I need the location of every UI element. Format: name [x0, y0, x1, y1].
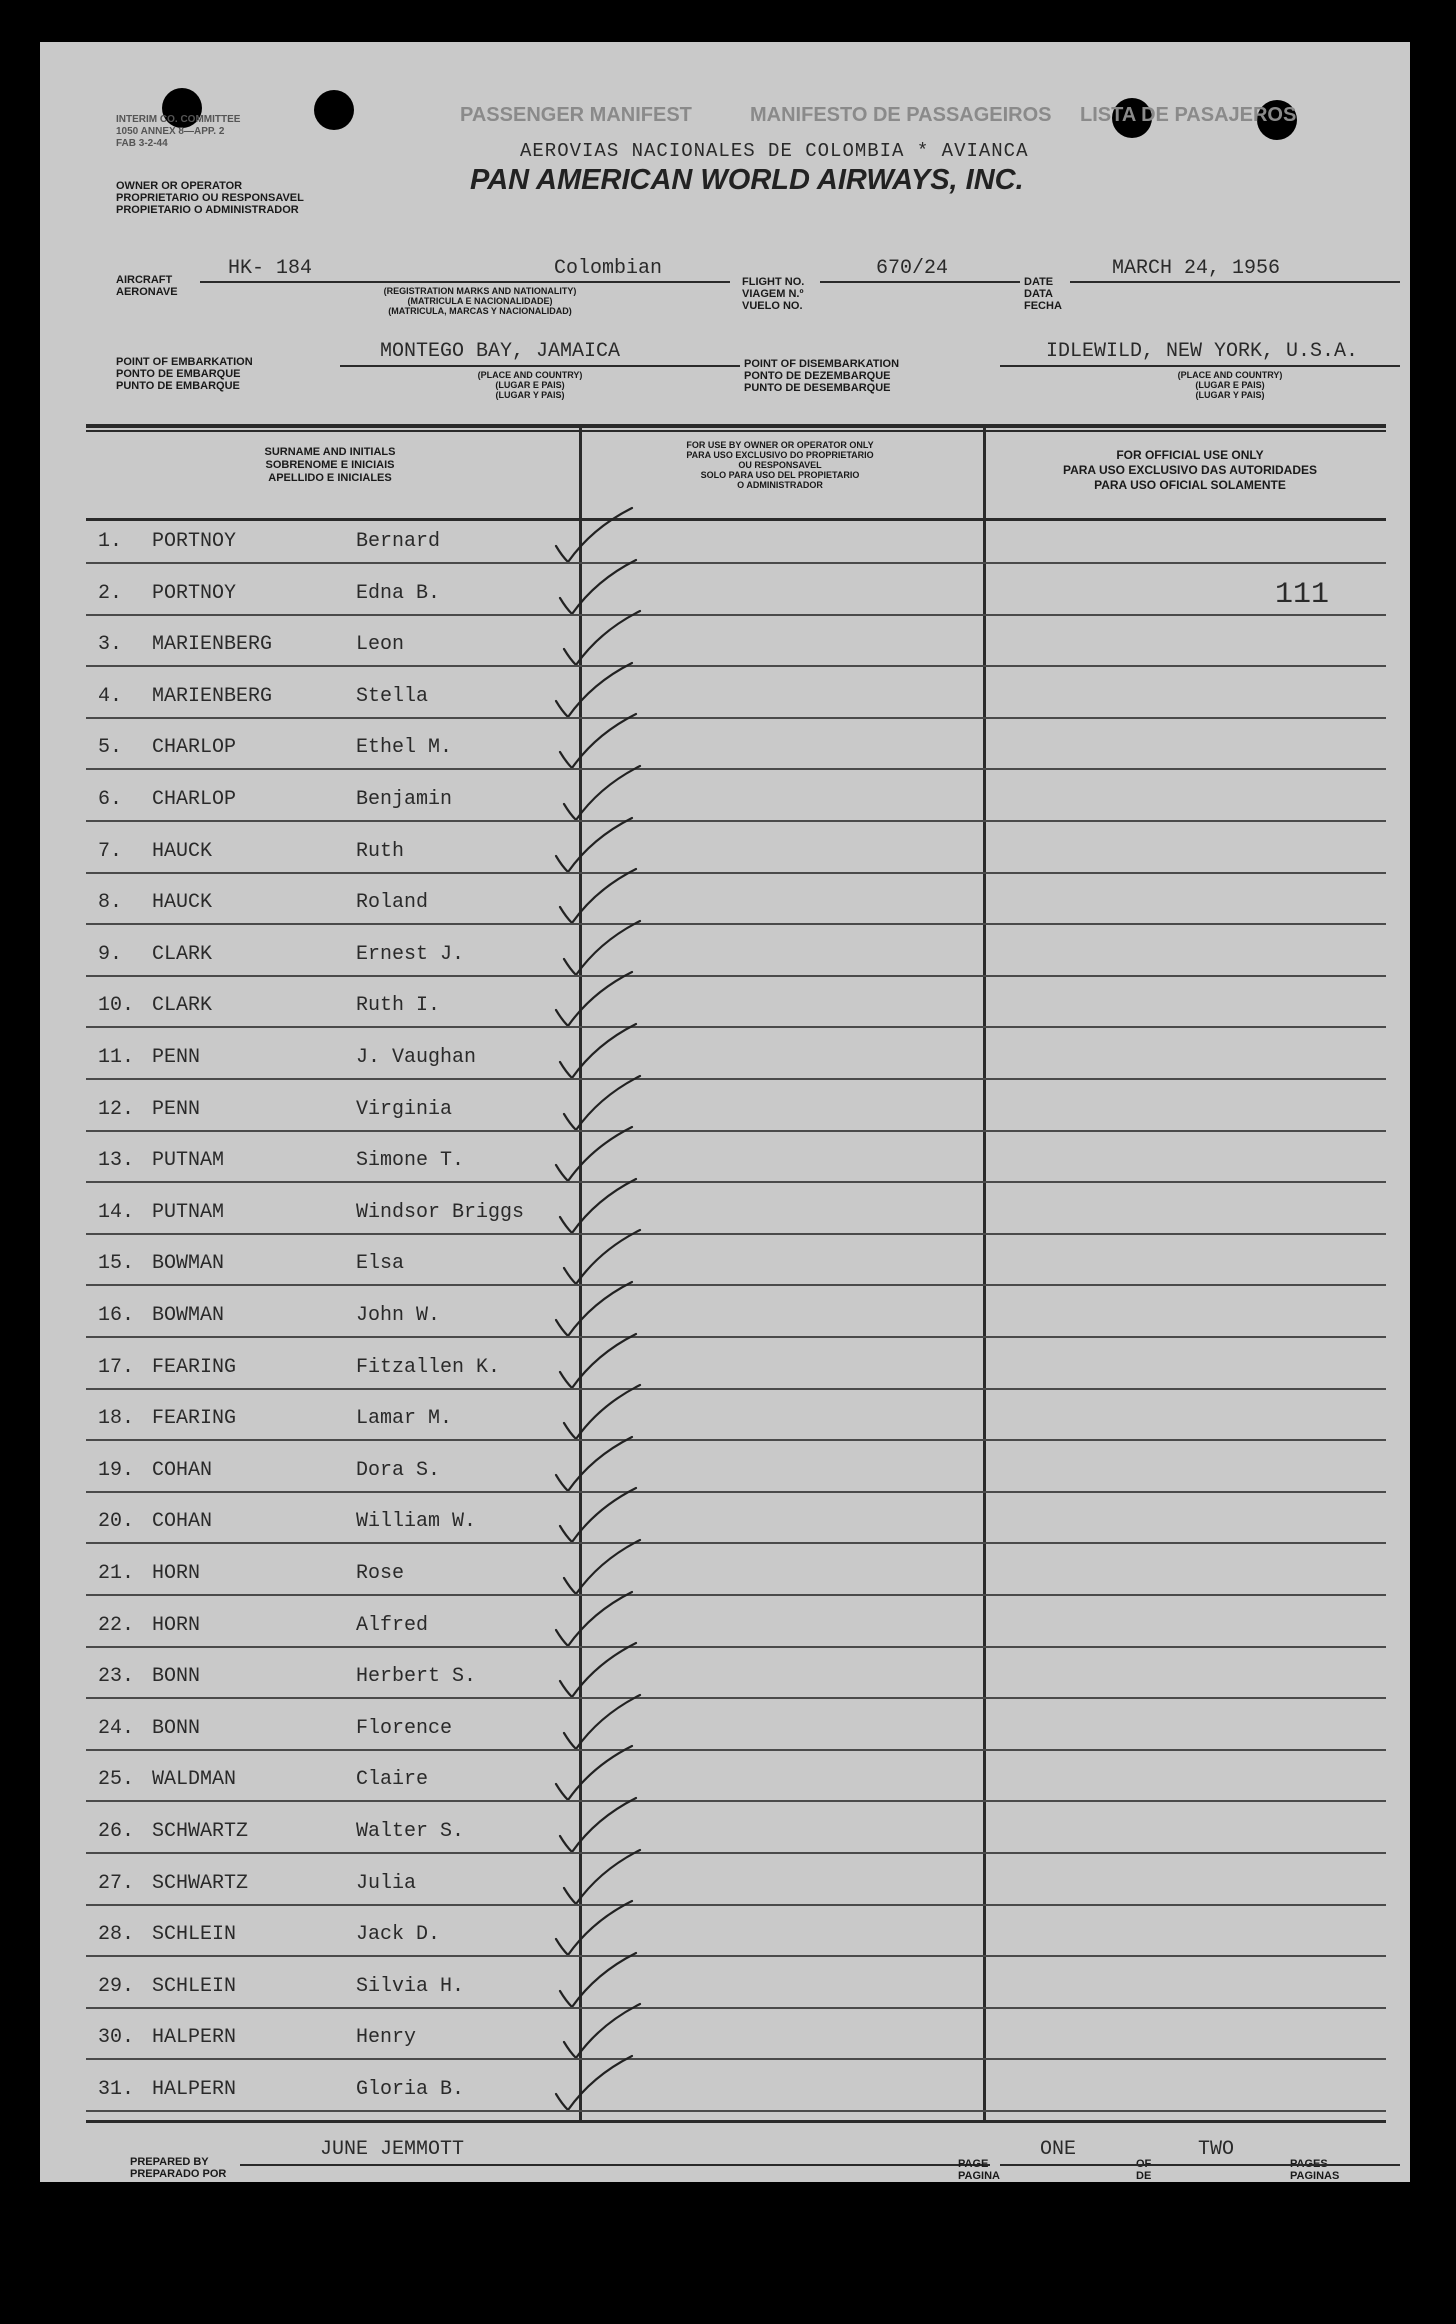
header-line: FOR OFFICIAL USE ONLY — [1116, 448, 1264, 462]
label-line: DATA — [1024, 288, 1053, 300]
passenger-surname: BOWMAN — [152, 1252, 225, 1275]
row-number: 9. — [98, 943, 123, 966]
label-line: PONTO DE DEZEMBARQUE — [744, 370, 891, 382]
label-line: AIRCRAFT — [116, 274, 173, 286]
row-rule — [86, 2110, 1386, 2112]
page-label — [958, 2158, 1000, 2182]
passenger-given-name: Walter S. — [356, 1820, 465, 1843]
passenger-surname: PORTNOY — [152, 530, 237, 553]
row-number: 4. — [98, 685, 123, 708]
label-line: POINT OF DISEMBARKATION — [744, 358, 900, 370]
label-line: PREPARADO POR — [130, 2168, 227, 2180]
passenger-given-name: Bernard — [356, 530, 441, 553]
row-number: 30. — [98, 2026, 135, 2049]
row-number: 22. — [98, 1614, 135, 1637]
row-rule — [86, 1697, 1386, 1699]
header-line: SURNAME AND INITIALS — [264, 446, 396, 458]
column-divider — [983, 428, 986, 2120]
passenger-surname: HAUCK — [152, 840, 213, 863]
airline-line: AEROVIAS NACIONALES DE COLOMBIA * AVIANCA — [520, 140, 1029, 162]
flight-label — [742, 276, 804, 312]
label-line: DE — [1136, 2170, 1152, 2182]
header-line: PARA USO EXCLUSIVO DO PROPRIETARIO — [686, 450, 874, 460]
passenger-given-name: John W. — [356, 1304, 441, 1327]
label-line: FECHA — [1024, 300, 1062, 312]
label-line: PREPARED BY — [130, 2156, 209, 2168]
header-line: O ADMINISTRADOR — [737, 480, 823, 490]
row-rule — [86, 1388, 1386, 1390]
row-number: 24. — [98, 1717, 135, 1740]
passenger-given-name: Edna B. — [356, 582, 441, 605]
header-line: PARA USO EXCLUSIVO DAS AUTORIDADES — [1062, 463, 1318, 477]
form-ref-line: INTERIM CO. COMMITTEE — [116, 114, 241, 125]
divider — [820, 281, 1020, 283]
passenger-given-name: Simone T. — [356, 1149, 465, 1172]
passenger-surname: CLARK — [152, 943, 213, 966]
passenger-given-name: Ernest J. — [356, 943, 465, 966]
passenger-given-name: Julia — [356, 1872, 417, 1895]
manifest-sheet — [40, 42, 1410, 2182]
row-number: 21. — [98, 1562, 135, 1585]
label-line: PROPRIETARIO OU RESPONSAVEL — [116, 192, 304, 204]
row-rule — [86, 872, 1386, 874]
caption-line: (LUGAR Y PAIS) — [1195, 390, 1265, 400]
passenger-given-name: Elsa — [356, 1252, 405, 1275]
passenger-surname: HALPERN — [152, 2078, 237, 2101]
row-number: 15. — [98, 1252, 135, 1275]
label-line: AERONAVE — [116, 286, 178, 298]
passenger-surname: CHARLOP — [152, 736, 237, 759]
row-rule — [86, 975, 1386, 977]
passenger-surname: BONN — [152, 1665, 201, 1688]
header-line: OU RESPONSAVEL — [738, 460, 822, 470]
embarkation-point: MONTEGO BAY, JAMAICA — [380, 340, 621, 363]
row-number: 28. — [98, 1923, 135, 1946]
row-number: 7. — [98, 840, 123, 863]
date-label — [1024, 276, 1062, 312]
passenger-surname: CHARLOP — [152, 788, 237, 811]
form-ref-line: 1050 ANNEX 8—APP. 2 — [116, 126, 225, 137]
row-rule — [86, 2058, 1386, 2060]
row-rule — [86, 562, 1386, 564]
passenger-surname: HALPERN — [152, 2026, 237, 2049]
passenger-surname: WALDMAN — [152, 1768, 237, 1791]
caption-line: (LUGAR Y PAIS) — [495, 390, 565, 400]
passenger-given-name: Leon — [356, 633, 405, 656]
row-rule — [86, 614, 1386, 616]
embarkation-label — [116, 356, 253, 392]
row-rule — [86, 1130, 1386, 1132]
label-line: VUELO NO. — [742, 300, 803, 312]
aircraft-label — [116, 274, 178, 298]
owner-use-column-header — [590, 440, 970, 490]
divider — [1070, 281, 1400, 283]
passenger-surname: CLARK — [152, 994, 213, 1017]
label-line: FLIGHT NO. — [742, 276, 805, 288]
title-spanish: LISTA DE PASAJEROS — [1080, 104, 1297, 126]
passenger-given-name: Roland — [356, 891, 429, 914]
row-rule — [86, 1078, 1386, 1080]
caption-line: (PLACE AND COUNTRY) — [1177, 370, 1283, 380]
label-line: DATE — [1024, 276, 1054, 288]
table-header-border — [86, 518, 1386, 521]
label-line: OWNER OR OPERATOR — [116, 180, 243, 192]
caption-line: (LUGAR E PAIS) — [1195, 380, 1265, 390]
disembarkation-point: IDLEWILD, NEW YORK, U.S.A. — [1046, 340, 1359, 363]
passenger-surname: BOWMAN — [152, 1304, 225, 1327]
passenger-given-name: Henry — [356, 2026, 417, 2049]
row-rule — [86, 1852, 1386, 1854]
row-rule — [86, 1646, 1386, 1648]
passenger-given-name: Alfred — [356, 1614, 429, 1637]
page-total: TWO — [1198, 2138, 1235, 2161]
divider — [340, 365, 740, 367]
passenger-surname: SCHWARTZ — [152, 1820, 249, 1843]
row-rule — [86, 1955, 1386, 1957]
aircraft-number: HK- 184 — [228, 257, 313, 280]
row-number: 20. — [98, 1510, 135, 1533]
passenger-given-name: Windsor Briggs — [356, 1201, 525, 1224]
registration-caption — [300, 286, 660, 316]
row-rule — [86, 1181, 1386, 1183]
disembarkation-caption — [1120, 370, 1340, 400]
row-rule — [86, 2007, 1386, 2009]
caption-line: (LUGAR E PAIS) — [495, 380, 565, 390]
passenger-given-name: Silvia H. — [356, 1975, 465, 1998]
label-line: PROPIETARIO O ADMINISTRADOR — [116, 204, 299, 216]
divider — [200, 281, 730, 283]
row-number: 16. — [98, 1304, 135, 1327]
divider — [1000, 365, 1400, 367]
row-rule — [86, 1284, 1386, 1286]
passenger-given-name: Gloria B. — [356, 2078, 465, 2101]
label-line: PUNTO DE DESEMBARQUE — [744, 382, 891, 394]
row-number: 10. — [98, 994, 135, 1017]
passenger-given-name: Florence — [356, 1717, 453, 1740]
passenger-given-name: J. Vaughan — [356, 1046, 477, 1069]
row-number: 25. — [98, 1768, 135, 1791]
header-line: FOR USE BY OWNER OR OPERATOR ONLY — [686, 440, 874, 450]
passenger-given-name: Virginia — [356, 1098, 453, 1121]
row-number: 31. — [98, 2078, 135, 2101]
of-label — [1136, 2158, 1151, 2182]
table-top-border — [86, 430, 1386, 432]
row-rule — [86, 820, 1386, 822]
passenger-given-name: Fitzallen K. — [356, 1356, 501, 1379]
table-top-border — [86, 424, 1386, 428]
row-rule — [86, 768, 1386, 770]
disembarkation-label — [744, 358, 899, 394]
label-line: POINT OF EMBARKATION — [116, 356, 253, 368]
passenger-surname: MARIENBERG — [152, 633, 273, 656]
caption-line: (MATRICULA E NACIONALIDADE) — [407, 296, 553, 306]
passenger-surname: PENN — [152, 1098, 201, 1121]
prepared-by-name: JUNE JEMMOTT — [320, 2138, 465, 2161]
row-number: 13. — [98, 1149, 135, 1172]
row-rule — [86, 1439, 1386, 1441]
row-number: 2. — [98, 582, 123, 605]
passenger-surname: SCHLEIN — [152, 1975, 237, 1998]
label-line: PAGINAS — [1290, 2170, 1340, 2182]
passenger-surname: PUTNAM — [152, 1201, 225, 1224]
label-line: VIAGEM N.º — [742, 288, 804, 300]
row-rule — [86, 1542, 1386, 1544]
row-number: 23. — [98, 1665, 135, 1688]
row-rule — [86, 1594, 1386, 1596]
passenger-given-name: Ruth I. — [356, 994, 441, 1017]
title-portuguese: MANIFESTO DE PASSAGEIROS — [750, 104, 1052, 126]
form-reference — [116, 114, 240, 150]
passenger-given-name: Stella — [356, 685, 429, 708]
pages-label — [1290, 2158, 1339, 2182]
nationality: Colombian — [554, 257, 663, 280]
label-line: PONTO DE EMBARQUE — [116, 368, 241, 380]
title-english: PASSENGER MANIFEST — [460, 104, 692, 126]
row-number: 6. — [98, 788, 123, 811]
row-rule — [86, 717, 1386, 719]
row-number: 18. — [98, 1407, 135, 1430]
official-stamp-number: 111 — [1275, 578, 1330, 612]
passenger-surname: COHAN — [152, 1510, 213, 1533]
row-rule — [86, 1800, 1386, 1802]
passenger-given-name: Lamar M. — [356, 1407, 453, 1430]
passenger-given-name: Rose — [356, 1562, 405, 1585]
passenger-given-name: William W. — [356, 1510, 477, 1533]
passenger-surname: COHAN — [152, 1459, 213, 1482]
row-number: 5. — [98, 736, 123, 759]
row-number: 8. — [98, 891, 123, 914]
header-line: APELLIDO E INICIALES — [268, 472, 392, 484]
passenger-given-name: Dora S. — [356, 1459, 441, 1482]
passenger-given-name: Ethel M. — [356, 736, 453, 759]
row-number: 17. — [98, 1356, 135, 1379]
passenger-surname: FEARING — [152, 1407, 237, 1430]
passenger-surname: SCHLEIN — [152, 1923, 237, 1946]
passenger-surname: HORN — [152, 1562, 201, 1585]
label-line: PAGE — [958, 2158, 989, 2170]
caption-line: (MATRICULA, MARCAS Y NACIONALIDAD) — [388, 306, 572, 316]
passenger-surname: HAUCK — [152, 891, 213, 914]
prepared-by-label — [130, 2156, 226, 2180]
passenger-surname: BONN — [152, 1717, 201, 1740]
row-number: 12. — [98, 1098, 135, 1121]
row-rule — [86, 1904, 1386, 1906]
label-line: PUNTO DE EMBARQUE — [116, 380, 240, 392]
row-rule — [86, 1749, 1386, 1751]
header-line: SOBRENOME E INICIAIS — [265, 459, 395, 471]
caption-line: (PLACE AND COUNTRY) — [477, 370, 583, 380]
row-number: 19. — [98, 1459, 135, 1482]
divider — [1000, 2164, 1400, 2166]
passenger-surname: PUTNAM — [152, 1149, 225, 1172]
passenger-surname: HORN — [152, 1614, 201, 1637]
table-bottom-border — [86, 2120, 1386, 2123]
row-rule — [86, 1233, 1386, 1235]
punch-hole — [314, 90, 354, 130]
passenger-surname: PORTNOY — [152, 582, 237, 605]
row-number: 26. — [98, 1820, 135, 1843]
row-number: 3. — [98, 633, 123, 656]
row-rule — [86, 1026, 1386, 1028]
label-line: PAGINA — [958, 2170, 1000, 2182]
row-number: 27. — [98, 1872, 135, 1895]
passenger-surname: FEARING — [152, 1356, 237, 1379]
passenger-given-name: Herbert S. — [356, 1665, 477, 1688]
embarkation-caption — [420, 370, 640, 400]
passenger-given-name: Benjamin — [356, 788, 453, 811]
passenger-surname: PENN — [152, 1046, 201, 1069]
header-line: SOLO PARA USO DEL PROPIETARIO — [700, 470, 860, 480]
row-number: 29. — [98, 1975, 135, 1998]
row-rule — [86, 665, 1386, 667]
page-number: ONE — [1040, 2138, 1077, 2161]
passenger-given-name: Claire — [356, 1768, 429, 1791]
row-rule — [86, 923, 1386, 925]
owner-stamp: PAN AMERICAN WORLD AIRWAYS, INC. — [470, 164, 1024, 196]
row-number: 1. — [98, 530, 123, 553]
caption-line: (REGISTRATION MARKS AND NATIONALITY) — [383, 286, 577, 296]
names-column-header — [190, 446, 470, 485]
passenger-surname: MARIENBERG — [152, 685, 273, 708]
row-rule — [86, 1336, 1386, 1338]
passenger-given-name: Jack D. — [356, 1923, 441, 1946]
header-line: PARA USO OFICIAL SOLAMENTE — [1094, 478, 1286, 492]
official-use-column-header — [1000, 448, 1380, 493]
flight-number: 670/24 — [876, 257, 949, 280]
passenger-given-name: Ruth — [356, 840, 405, 863]
row-number: 14. — [98, 1201, 135, 1224]
divider — [240, 2164, 990, 2166]
flight-date: MARCH 24, 1956 — [1112, 257, 1281, 280]
owner-label — [116, 180, 304, 216]
passenger-surname: SCHWARTZ — [152, 1872, 249, 1895]
row-rule — [86, 1491, 1386, 1493]
row-number: 11. — [98, 1046, 135, 1069]
form-ref-line: FAB 3-2-44 — [116, 138, 168, 149]
